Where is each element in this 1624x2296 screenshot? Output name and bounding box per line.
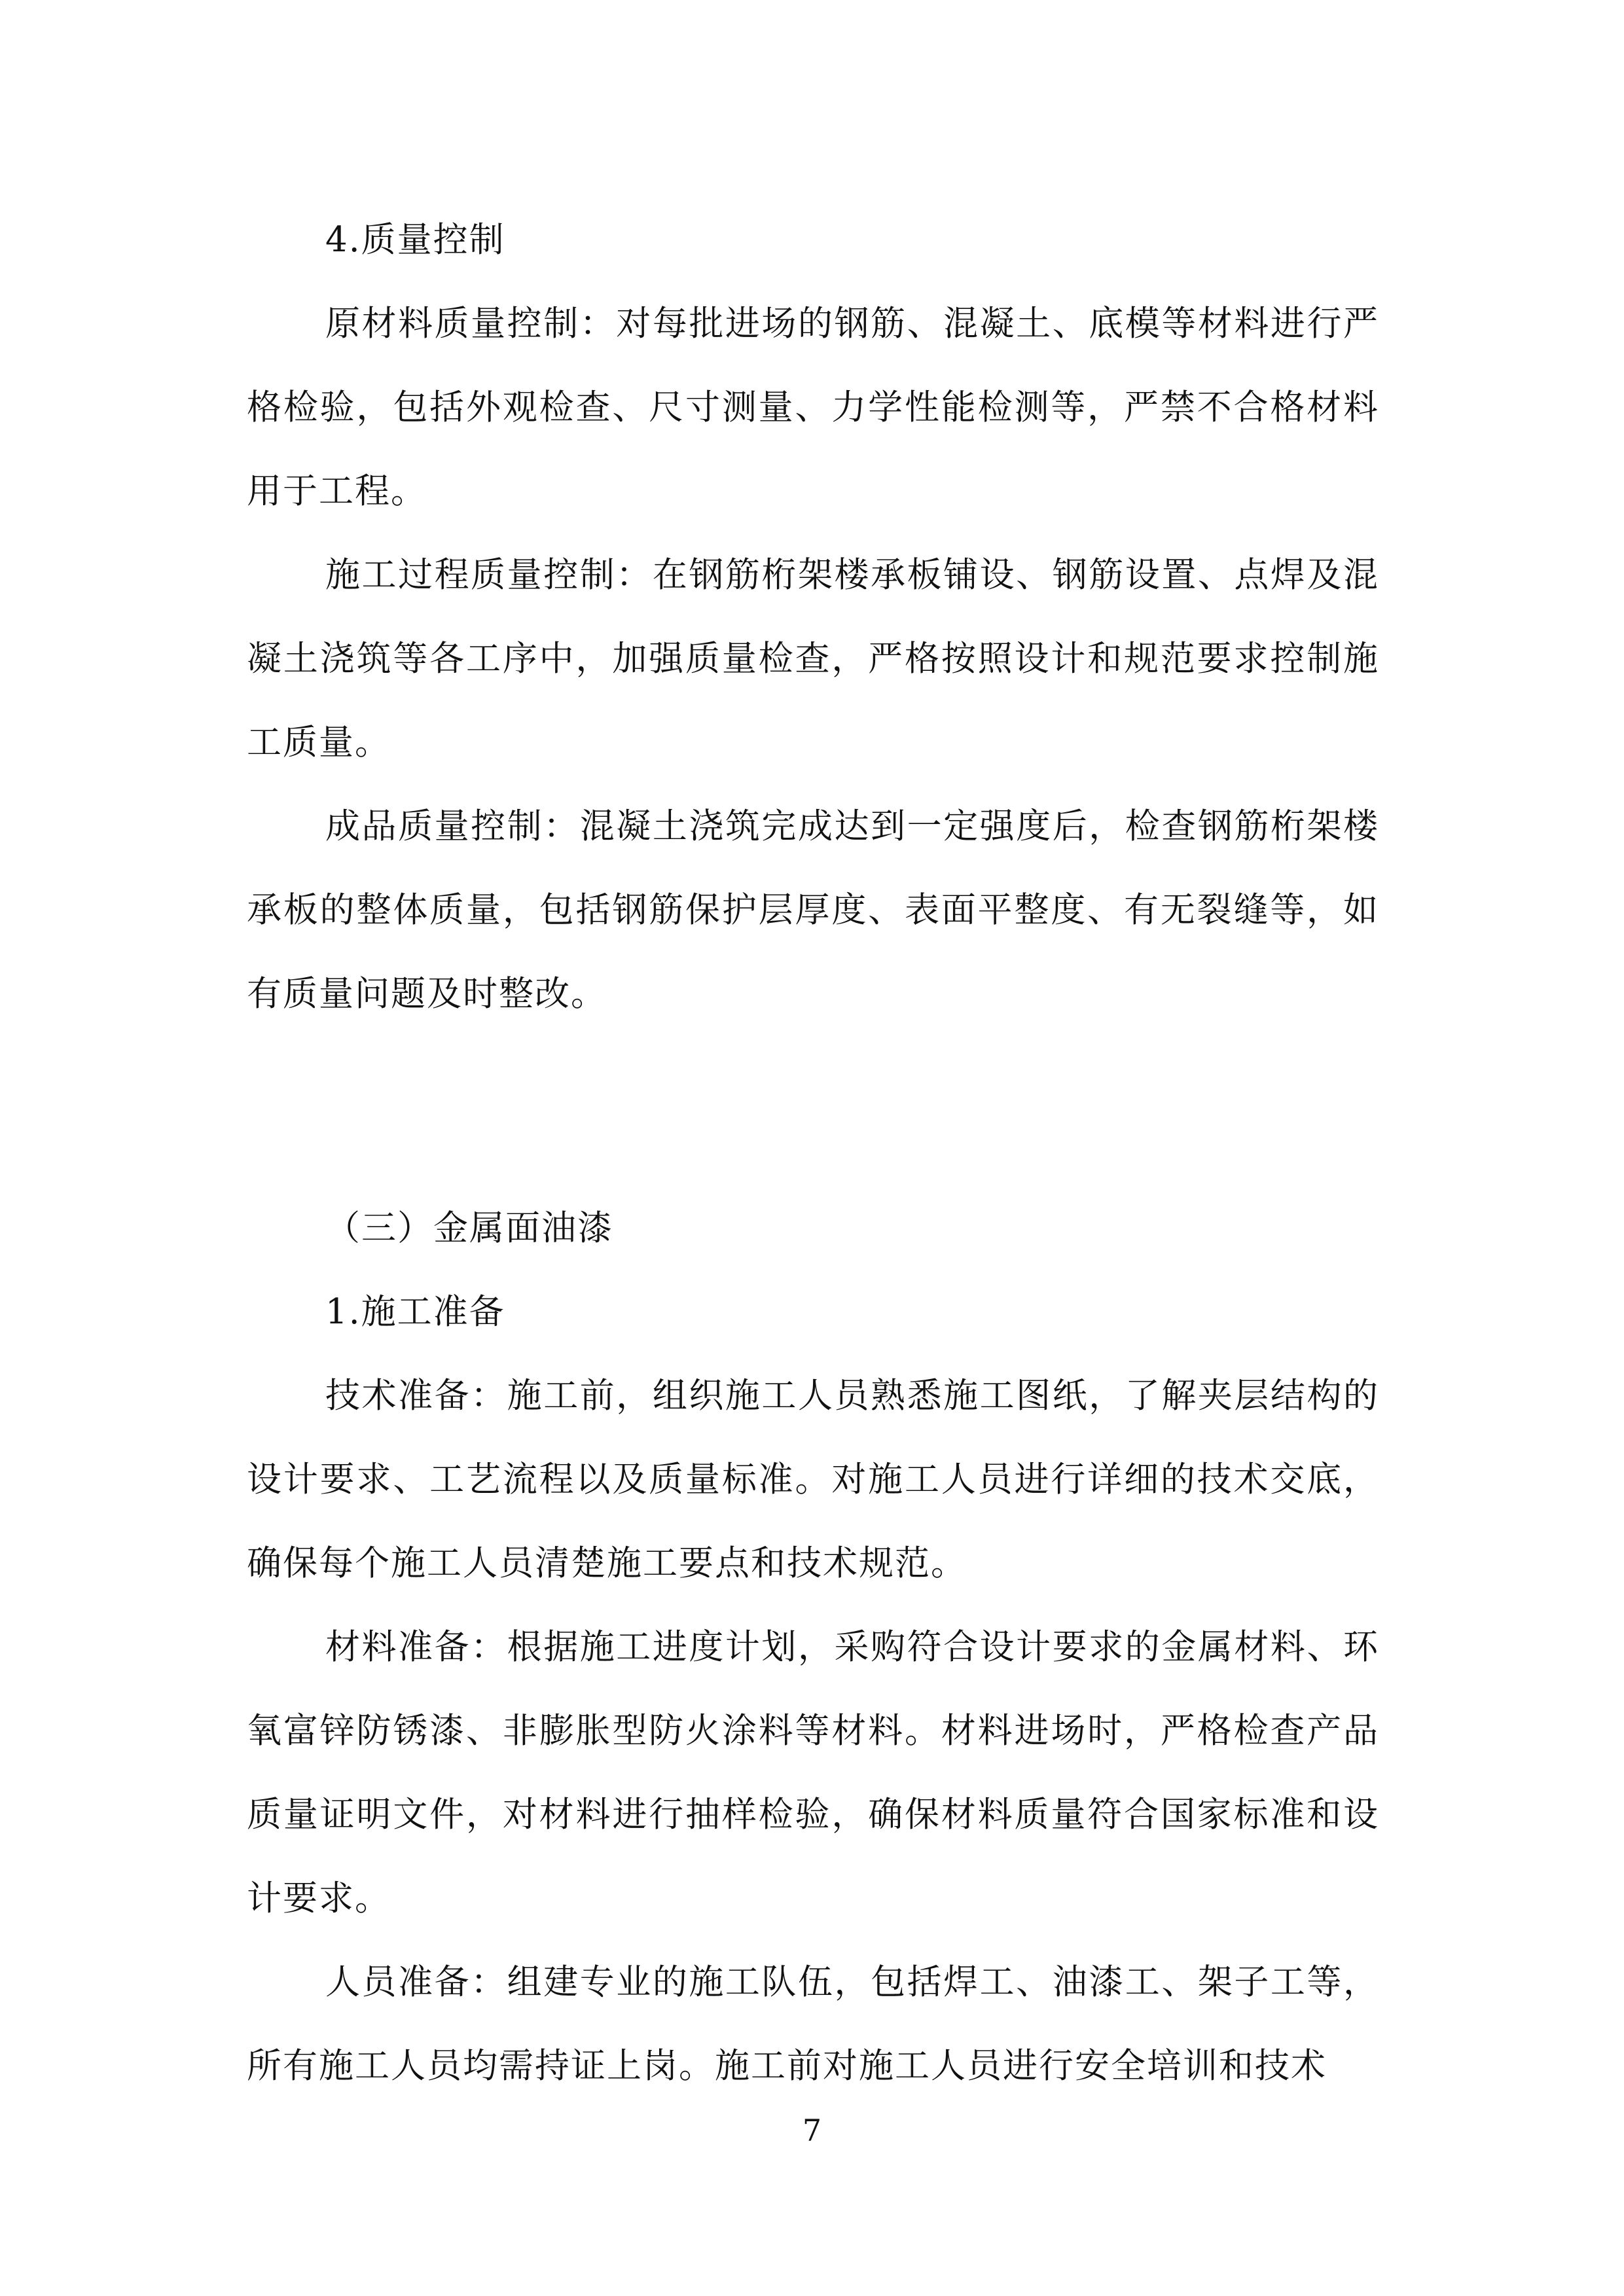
section-heading-quality-control: 4.质量控制 (325, 220, 505, 260)
subheading-construction-preparation: 1.施工准备 (325, 1292, 505, 1332)
paragraph-raw-material-quality: 原材料质量控制：对每批进场的钢筋、混凝土、底模等材料进行严格检验，包括外观检查、尺寸测量、力学性能检测等，严禁不合格材料用于工程。 (247, 304, 1379, 511)
section-title-metal-painting: （三）金属面油漆 (325, 1208, 613, 1248)
paragraph-personnel-preparation: 人员准备：组建专业的施工队伍，包括焊工、油漆工、架子工等，所有施工人员均需持证上岗。施工前对施工人员进行安全培训和技术 (247, 1962, 1379, 2086)
paragraph-finished-product-quality: 成品质量控制：混凝土浇筑完成达到一定强度后，检查钢筋桁架楼承板的整体质量，包括钢筋保护层厚度、表面平整度、有无裂缝等，如有质量问题及时整改。 (247, 806, 1379, 1014)
page-body (247, 198, 1379, 2108)
paragraph-technical-preparation: 技术准备：施工前，组织施工人员熟悉施工图纸，了解夹层结构的设计要求、工艺流程以及质量标准。对施工人员进行详细的技术交底，确保每个施工人员清楚施工要点和技术规范。 (247, 1376, 1379, 1583)
paragraph-process-quality: 施工过程质量控制：在钢筋桁架楼承板铺设、钢筋设置、点焊及混凝土浇筑等各工序中，加强质量检查，严格按照设计和规范要求控制施工质量。 (247, 555, 1379, 762)
page-number: 7 (802, 2113, 822, 2148)
section-spacer (247, 1036, 1379, 1187)
paragraph-material-preparation: 材料准备：根据施工进度计划，采购符合设计要求的金属材料、环氧富锌防锈漆、非膨胀型防火涂料等材料。材料进场时，严格检查产品质量证明文件，对材料进行抽样检验，确保材料质量符合国家标准和设计要求。 (247, 1627, 1379, 1918)
